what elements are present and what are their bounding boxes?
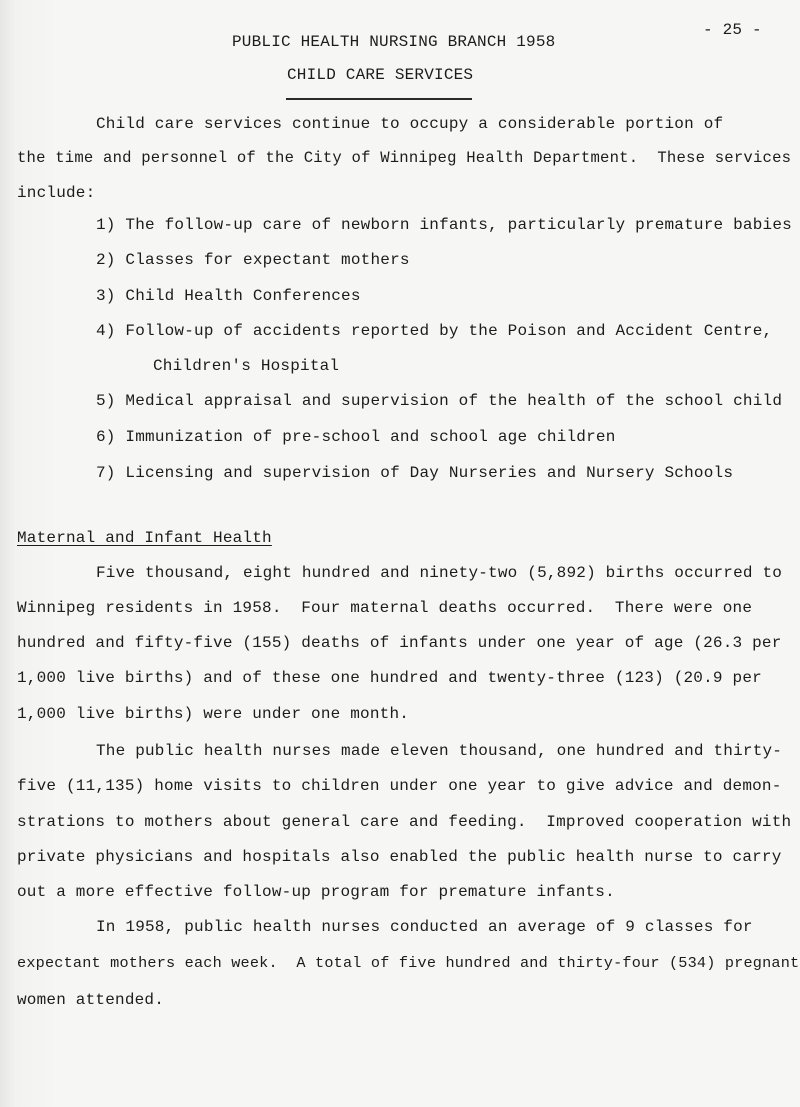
paragraph-line: strations to mothers about general care and feeding. Improved cooperation with — [17, 813, 792, 831]
title-rule — [286, 98, 472, 100]
paragraph-line: private physicians and hospitals also enabled the public health nurse to carry — [17, 848, 782, 866]
paragraph-line: Winnipeg residents in 1958. Four maternal deaths occurred. There were one — [17, 599, 753, 617]
paragraph-line: The public health nurses made eleven thousand, one hundred and thirty- — [96, 742, 783, 760]
service-text: Child Health Conferences — [125, 287, 361, 305]
service-item — [96, 391, 782, 411]
paragraph-line: women attended. — [17, 991, 165, 1009]
branch-title: PUBLIC HEALTH NURSING BRANCH 1958 — [232, 33, 556, 51]
paragraph-line: 1,000 live births) were under one month. — [17, 705, 410, 723]
service-number: 4) — [96, 322, 116, 340]
paragraph-line: five (11,135) home visits to children under one year to give advice and demon- — [17, 777, 782, 795]
service-text: Licensing and supervision of Day Nurseries and Nursery Schools — [125, 464, 734, 482]
paragraph-line: expectant mothers each week. A total of five hundred and thirty-four (534) pregnant — [17, 954, 800, 972]
service-number: 7) — [96, 464, 116, 482]
service-text: Medical appraisal and supervision of the health of the school child — [125, 392, 783, 410]
service-item — [96, 286, 361, 306]
service-text: Immunization of pre-school and school age children — [125, 428, 616, 446]
paragraph-line: In 1958, public health nurses conducted an average of 9 classes for — [96, 918, 753, 936]
service-text: The follow-up care of newborn infants, particularly premature babies — [125, 216, 792, 234]
section-heading-maternal: Maternal and Infant Health — [17, 529, 272, 547]
service-item — [96, 321, 772, 341]
service-item — [96, 250, 410, 270]
service-text: Follow-up of accidents reported by the Poison and Accident Centre, — [125, 322, 773, 340]
service-number: 1) — [96, 216, 116, 234]
service-item — [96, 463, 733, 483]
service-item — [96, 215, 792, 235]
paragraph-line: out a more effective follow-up program for premature infants. — [17, 883, 615, 901]
section-title: CHILD CARE SERVICES — [287, 66, 474, 84]
service-number: 2) — [96, 251, 116, 269]
paragraph-line: Five thousand, eight hundred and ninety-two (5,892) births occurred to — [96, 564, 783, 582]
service-text: Classes for expectant mothers — [125, 251, 410, 269]
service-number: 5) — [96, 392, 116, 410]
service-number: 3) — [96, 287, 116, 305]
service-item — [96, 427, 616, 447]
paragraph-line: hundred and fifty-five (155) deaths of infants under one year of age (26.3 per — [17, 634, 782, 652]
intro-line-3: include: — [17, 184, 96, 202]
service-number: 6) — [96, 428, 116, 446]
intro-line-2: the time and personnel of the City of Winnipeg Health Department. These services — [17, 149, 792, 167]
intro-line-1: Child care services continue to occupy a considerable portion of — [96, 115, 724, 133]
page-number: - 25 - — [703, 21, 762, 39]
paragraph-line: 1,000 live births) and of these one hundred and twenty-three (123) (20.9 per — [17, 669, 762, 687]
service-item-continuation: Children's Hospital — [153, 357, 340, 375]
